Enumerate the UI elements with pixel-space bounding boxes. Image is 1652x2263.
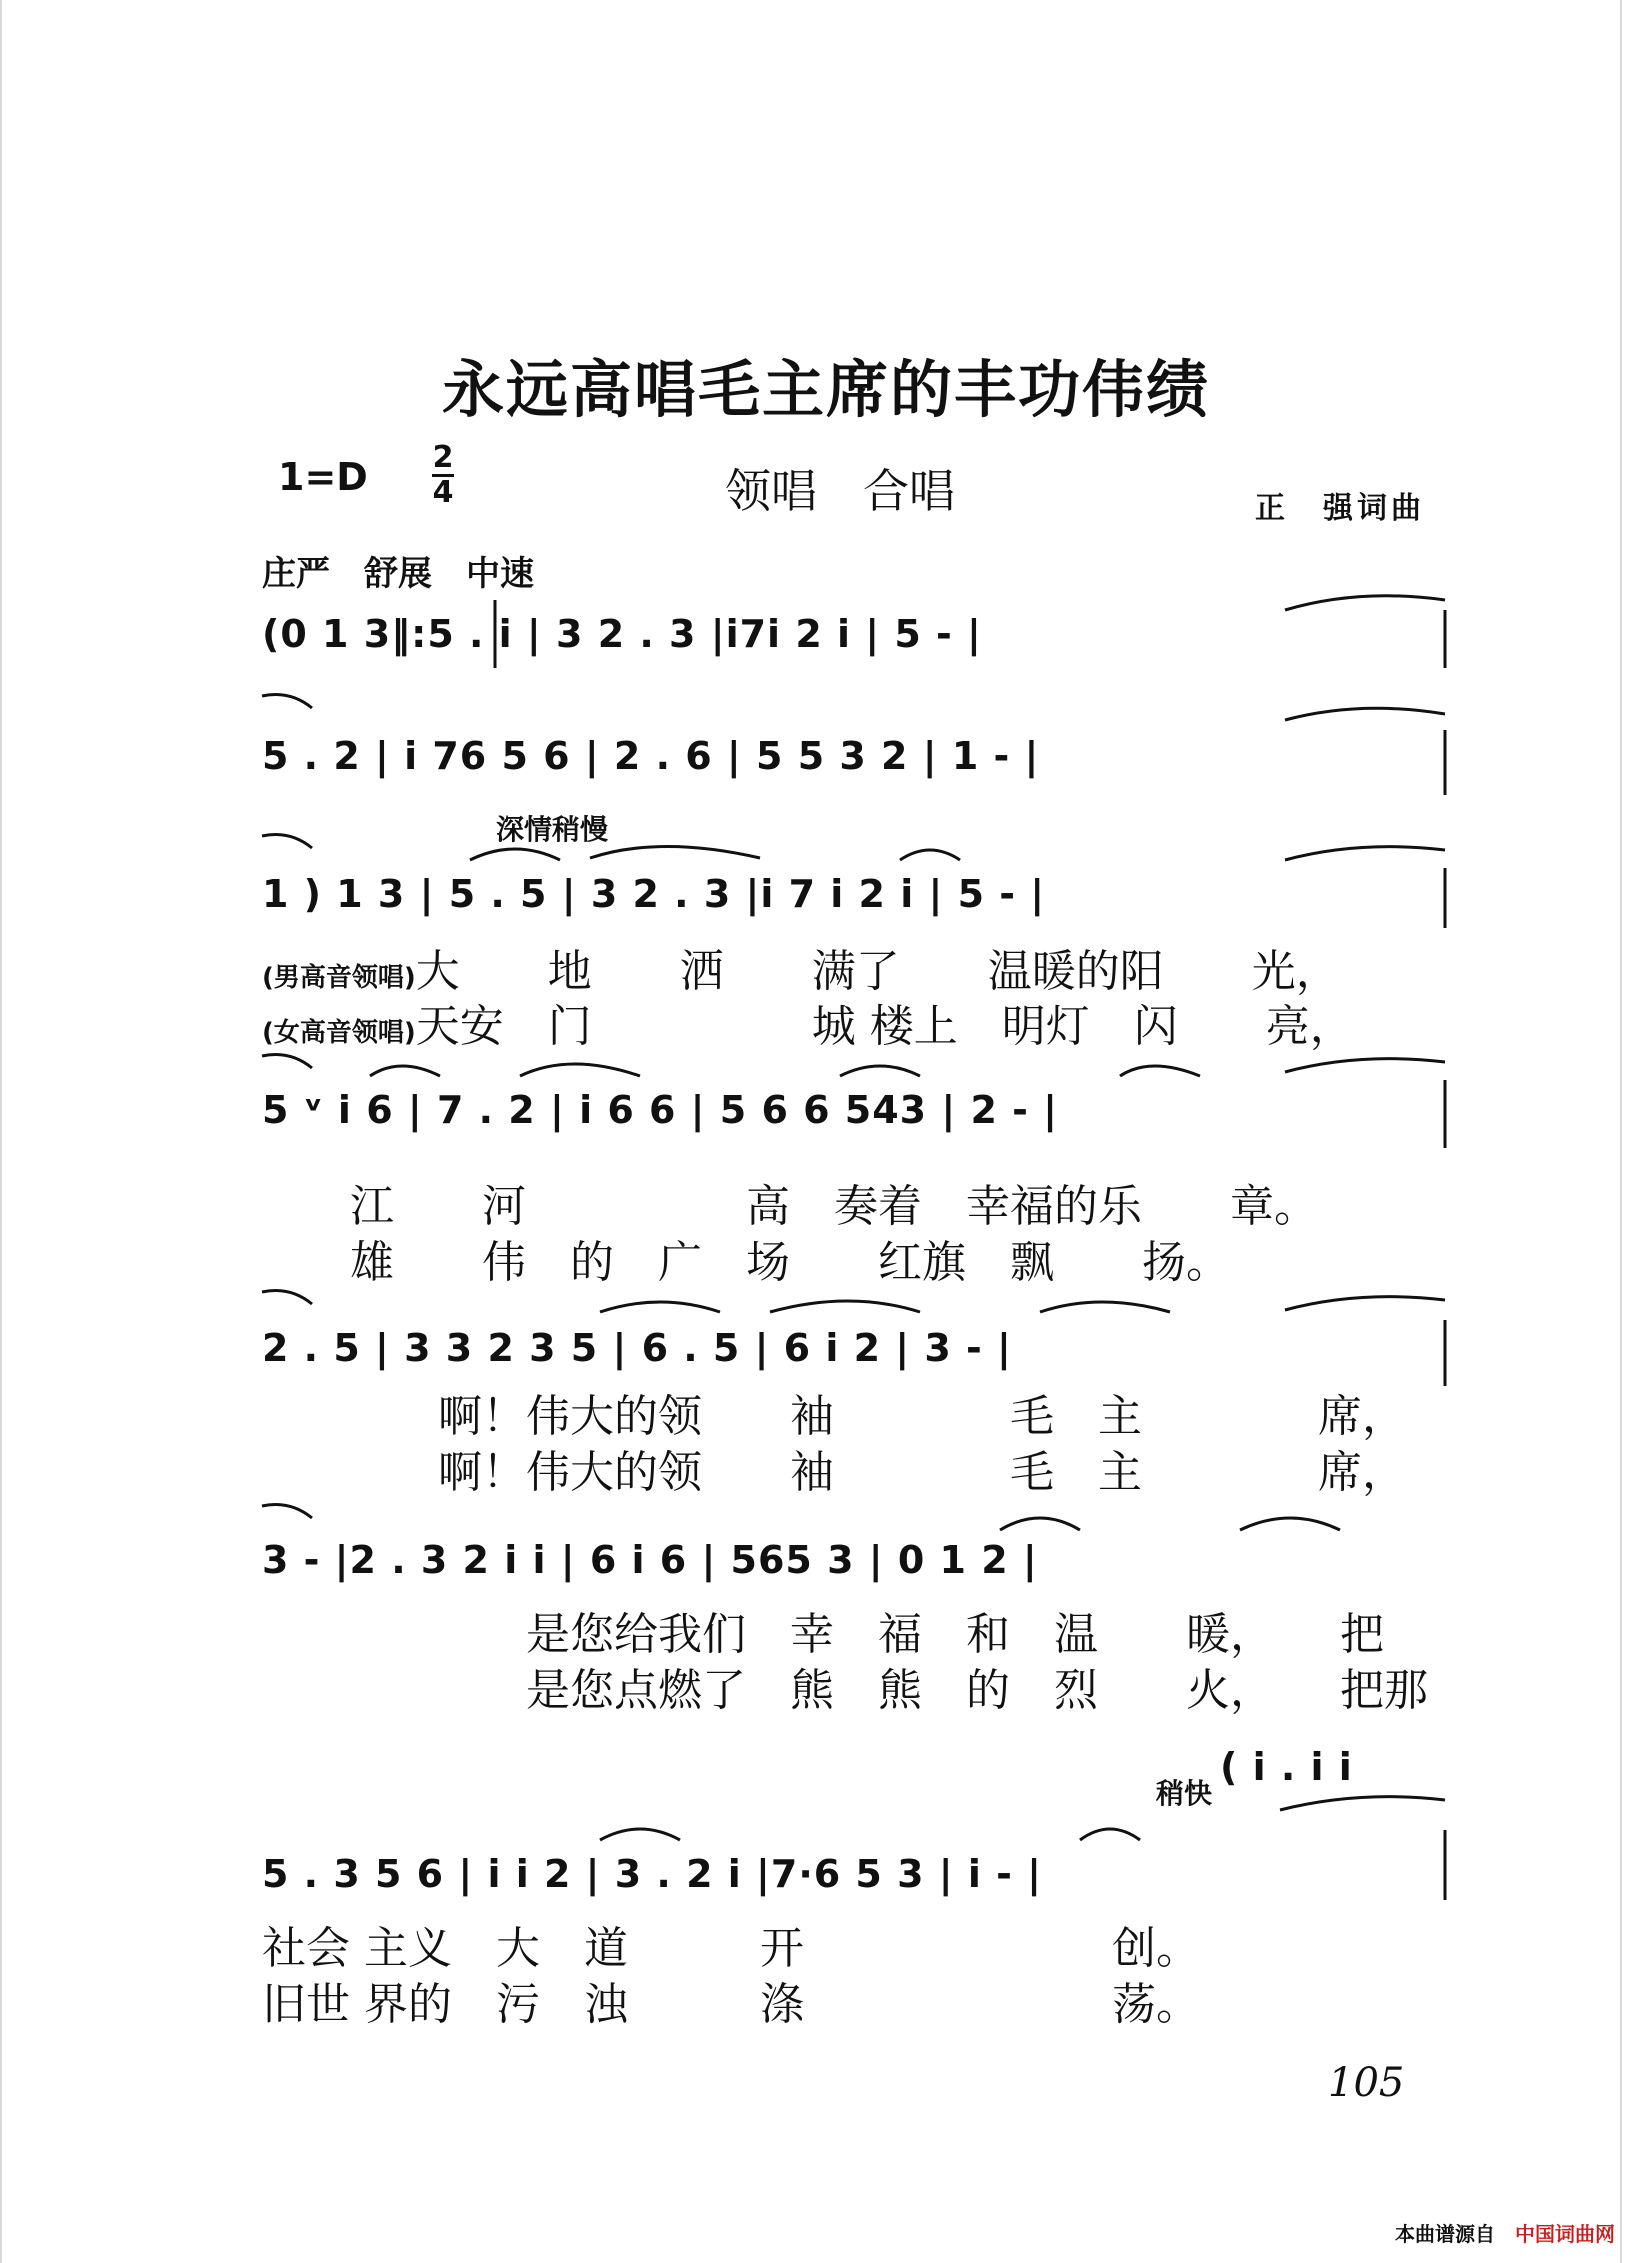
- time-signature-bottom: 4: [432, 475, 454, 510]
- tie-arc: [600, 1829, 680, 1840]
- pickup-phrase: ( i . i i: [1220, 1745, 1353, 1789]
- tie-arc: [840, 1066, 920, 1076]
- tie-arc: [520, 1064, 640, 1076]
- tie-arc: [1240, 1518, 1340, 1530]
- tie-arc: [600, 1302, 720, 1312]
- tie-arc: [1285, 708, 1445, 720]
- watermark-site: 中国词曲网: [1515, 2222, 1615, 2246]
- music-row-5: 2 . 5 | 3 3 2 3 5 | 6 . 5 | 6 i 2 | 3 - |: [262, 1326, 1012, 1370]
- tie-arc: [262, 1055, 312, 1069]
- lyric-text-1: 大 地 洒 满了 温暖的阳 光，: [415, 946, 1340, 997]
- tie-arc: [1285, 596, 1445, 610]
- page-number: 105: [1328, 2060, 1405, 2106]
- tie-arc: [590, 847, 760, 859]
- lyric-line-8: 是您点燃了 熊 熊 的 烈 火， 把那: [262, 1665, 1428, 1716]
- composer-credit: 正 强词曲: [1255, 491, 1425, 526]
- song-title: 永远高唱毛主席的丰功伟绩: [441, 353, 1210, 426]
- music-row-2: 5 . 2 | i 76 5 6 | 2 . 6 | 5 5 3 2 | 1 - |: [262, 734, 1040, 778]
- music-row-1: (0 1 3‖:5 . i | 3 2 . 3 |i7i 2 i | 5 - |: [262, 612, 982, 656]
- tie-arc: [262, 1505, 312, 1519]
- watermark-prefix: 本曲谱源自: [1395, 2222, 1495, 2246]
- lyric-line-3: 江 河 高 奏着 幸福的乐 章。: [262, 1181, 1318, 1232]
- tie-arc: [1120, 1066, 1200, 1076]
- tie-arc: [770, 1301, 920, 1312]
- tie-arc: [262, 1291, 312, 1305]
- tempo-marking-3: 稍快: [1156, 1777, 1213, 1810]
- tie-arc: [1285, 847, 1445, 860]
- lyric-role-1: (男高音领唱): [262, 963, 416, 993]
- tie-arc: [1000, 1518, 1080, 1530]
- performance-form: 领唱 合唱: [725, 464, 955, 518]
- lyric-text-2: 天安 门 城 楼上 明灯 闪 亮，: [415, 1001, 1354, 1052]
- music-row-4: 5 ᵛ i 6 | 7 . 2 | i 6 6 | 5 6 6 543 | 2 - |: [262, 1088, 1059, 1132]
- tie-arc: [262, 835, 312, 849]
- tie-arc: [1040, 1302, 1170, 1312]
- time-signature-top: 2: [432, 440, 454, 475]
- music-row-3: 1 ) 1 3 | 5 . 5 | 3 2 . 3 |i 7 i 2 i | 5 - |: [262, 872, 1046, 916]
- lyric-line-7: 是您给我们 幸 福 和 温 暖， 把: [262, 1609, 1384, 1660]
- lyric-line-4: 雄 伟 的 广 场 红旗 飘 扬。: [262, 1237, 1230, 1288]
- tempo-marking-2: 深情稍慢: [496, 813, 609, 846]
- lyric-line-9: 社会 主义 大 道 开 创。: [262, 1923, 1200, 1974]
- key-signature: 1=D: [278, 455, 368, 499]
- tie-arc: [370, 1066, 440, 1076]
- lyric-line-5: 啊！伟大的领 袖 毛 主 席，: [262, 1391, 1406, 1442]
- tie-arc: [1280, 1797, 1445, 1810]
- music-row-7: 5 . 3 5 6 | i i 2 | 3 . 2 i |7·6 5 3 | i - |: [262, 1852, 1043, 1896]
- tie-arc: [1285, 1297, 1445, 1310]
- music-row-6: 3 - |2 . 3 2 i i | 6 i 6 | 565 3 | 0 1 2 |: [262, 1538, 1038, 1582]
- tie-arc: [900, 850, 960, 860]
- tie-arc: [1285, 1059, 1445, 1072]
- lyric-line-6: 啊！伟大的领 袖 毛 主 席，: [262, 1447, 1406, 1498]
- tie-arc: [1080, 1829, 1140, 1840]
- lyric-line-10: 旧世 界的 污 浊 涤 荡。: [262, 1979, 1200, 2030]
- tie-arc: [470, 849, 560, 860]
- tempo-marking: 庄严 舒展 中速: [262, 554, 534, 594]
- tie-arc: [262, 695, 312, 709]
- lyric-role-2: (女高音领唱): [262, 1018, 416, 1048]
